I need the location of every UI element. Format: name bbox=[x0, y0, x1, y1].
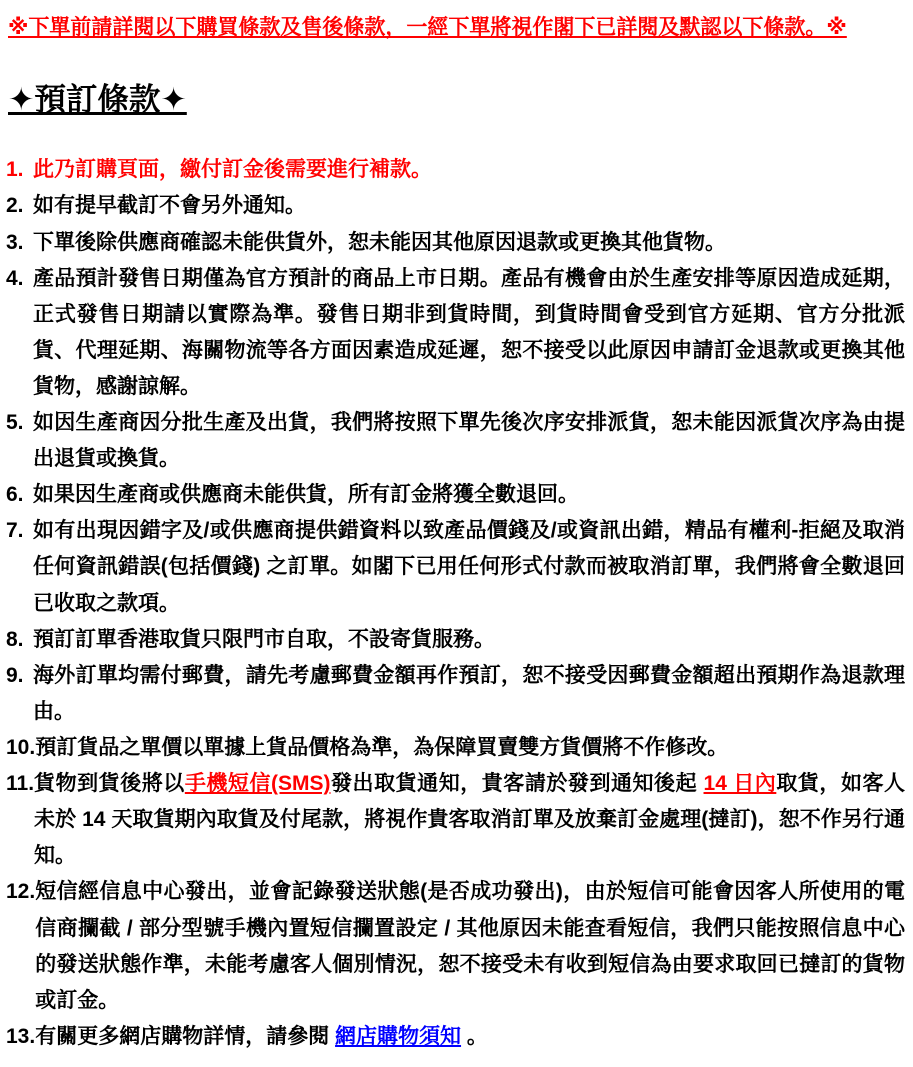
highlighted-term-text: 手機短信(SMS) bbox=[184, 772, 331, 796]
term-text-segment: 如有出現因錯字及/或供應商提供錯資料以致產品價錢及/或資訊出錯，精品有權利-拒絕及取消任何資訊錯誤(包括價錢) 之訂單。如閣下已用任何形式付款而被取消訂單，我們將會全數退回已收取之款項。 bbox=[33, 519, 905, 615]
section-title-preorder-terms: ✦預訂條款✦ bbox=[8, 81, 187, 118]
pre-order-warning-notice: ※下單前請詳閱以下購買條款及售後條款，一經下單將視作閣下已詳閱及默認以下條款。※ bbox=[8, 16, 847, 39]
term-item-5 bbox=[6, 405, 905, 477]
term-item-2 bbox=[6, 188, 905, 224]
term-text-segment: 如果因生產商或供應商未能供貨，所有訂金將獲全數退回。 bbox=[33, 483, 579, 507]
term-text-segment: 如因生產商因分批生產及出貨，我們將按照下單先後次序安排派貨，恕未能因派貨次序為由提出退貨或換貨。 bbox=[33, 411, 905, 471]
term-text-segment: 海外訂單均需付郵費，請先考慮郵費金額再作預訂，恕不接受因郵費金額超出預期作為退款理由。 bbox=[33, 663, 905, 723]
term-number: 5. bbox=[6, 411, 24, 435]
term-text bbox=[34, 766, 905, 874]
term-number: 7. bbox=[6, 519, 24, 543]
term-item-1 bbox=[6, 152, 905, 188]
term-text bbox=[33, 225, 905, 261]
term-item-8 bbox=[6, 622, 905, 658]
term-text-segment: 有關更多網店購物詳情，請參閱 bbox=[35, 1024, 336, 1048]
term-number: 3. bbox=[6, 230, 24, 254]
term-text bbox=[35, 730, 905, 766]
term-item-9 bbox=[6, 658, 905, 730]
term-text-segment: 發出取貨通知，貴客請於發到通知後起 bbox=[330, 772, 704, 796]
term-text-segment: 下單後除供應商確認未能供貨外，恕未能因其他原因退款或更換其他貨物。 bbox=[33, 230, 726, 254]
term-number: 4. bbox=[6, 266, 24, 290]
term-item-3 bbox=[6, 225, 905, 261]
term-number: 9. bbox=[6, 663, 24, 687]
term-text bbox=[33, 261, 905, 405]
term-item-13 bbox=[6, 1019, 905, 1055]
term-text bbox=[33, 188, 905, 224]
term-number: 2. bbox=[6, 194, 24, 218]
term-item-11 bbox=[6, 766, 905, 874]
shop-guide-link[interactable]: 網店購物須知 bbox=[335, 1024, 462, 1048]
term-text bbox=[33, 622, 905, 658]
term-number: 11. bbox=[6, 772, 35, 796]
term-item-12 bbox=[6, 874, 905, 1018]
term-text-segment: 貨物到貨後將以 bbox=[34, 772, 185, 796]
term-text-segment: 取貨，如客人未於 14 天取貨期內取貨及付尾款，將視作貴客取消訂單及放棄訂金處理(撻訂)，恕不作另行通知。 bbox=[34, 772, 906, 868]
term-text-segment: 預訂訂單香港取貨只限門市自取，不設寄貨服務。 bbox=[33, 627, 495, 651]
term-item-7 bbox=[6, 513, 905, 621]
term-text-segment: 預訂貨品之單價以單據上貨品價格為準，為保障買賣雙方貨價將不作修改。 bbox=[35, 736, 729, 760]
term-number: 6. bbox=[6, 483, 24, 507]
term-text bbox=[33, 658, 905, 730]
term-item-10 bbox=[6, 730, 905, 766]
term-text bbox=[35, 1019, 905, 1055]
term-number: 12. bbox=[6, 880, 36, 904]
term-item-6 bbox=[6, 477, 905, 513]
term-text-segment: 此乃訂購頁面，繳付訂金後需要進行補款。 bbox=[33, 158, 432, 182]
highlighted-term-text: 14 日內 bbox=[703, 772, 777, 796]
term-text-segment: 短信經信息中心發出，並會記錄發送狀態(是否成功發出)，由於短信可能會因客人所使用的電信商攔截 / 部分型號手機內置短信攔置設定 / 其他原因未能查看短信，我們只能按照信息中心的發送狀態作準，未能考慮客人個別情況，恕不接受未有收到短信為由要求取回已撻訂的貨物或訂金。 bbox=[35, 880, 905, 1012]
term-item-4 bbox=[6, 261, 905, 405]
term-text bbox=[33, 405, 905, 477]
term-text-segment: 產品預計發售日期僅為官方預計的商品上市日期。產品有機會由於生產安排等原因造成延期，正式發售日期請以實際為準。發售日期非到貨時間，到貨時間會受到官方延期、官方分批派貨、代理延期、海關物流等各方面因素造成延遲，恕不接受以此原因申請訂金退款或更換其他貨物，感謝諒解。 bbox=[33, 266, 905, 398]
term-text-segment: 如有提早截訂不會另外通知。 bbox=[33, 194, 306, 218]
term-text-segment: 。 bbox=[461, 1024, 488, 1048]
terms-list bbox=[6, 152, 905, 1055]
term-number: 1. bbox=[6, 158, 24, 182]
term-text bbox=[33, 152, 905, 188]
term-text bbox=[33, 513, 905, 621]
term-text bbox=[35, 874, 905, 1018]
term-number: 10. bbox=[6, 736, 36, 760]
term-text bbox=[33, 477, 905, 513]
term-number: 13. bbox=[6, 1024, 36, 1048]
term-number: 8. bbox=[6, 627, 24, 651]
